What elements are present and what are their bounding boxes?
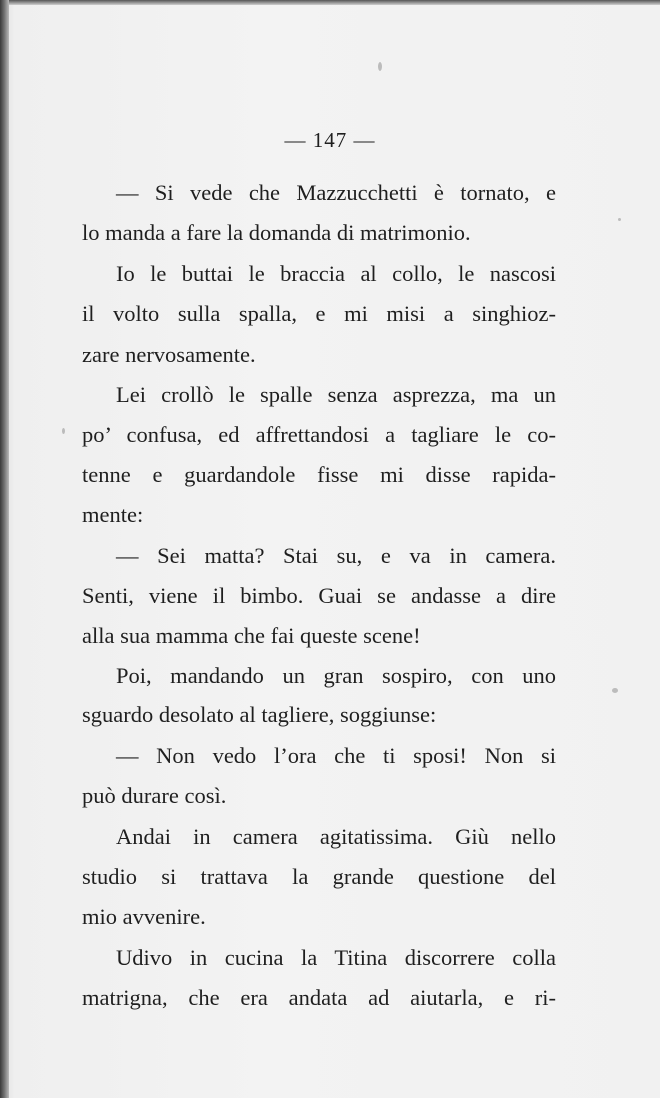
text-line: sguardo desolato al tagliere, soggiunse: (82, 702, 437, 727)
text-line: Lei crollò le spalle senza asprezza, ma un (116, 382, 556, 407)
paper-speck (62, 428, 65, 434)
paper-speck (612, 688, 618, 693)
text-line: lo manda a fare la domanda di matrimonio. (82, 220, 471, 245)
page-number: — 147 — (284, 128, 376, 152)
text-line: po’ confusa, ed affrettandosi a tagliare le co- (82, 422, 556, 447)
text-line: può durare così. (82, 783, 227, 808)
text-line: zare nervosamente. (82, 342, 256, 367)
paper-speck (618, 218, 621, 221)
text-line: Udivo in cucina la Titina discorrere colla (116, 945, 556, 970)
page-top-shadow (0, 0, 660, 5)
text-line: — Non vedo l’ora che ti sposi! Non si (116, 743, 556, 768)
text-line: — Si vede che Mazzucchetti è tornato, e (116, 180, 556, 205)
page-binding-edge (0, 0, 9, 1098)
text-line: mio avvenire. (82, 904, 206, 929)
text-line: studio si trattava la grande questione del (82, 864, 556, 889)
text-line: matrigna, che era andata ad aiutarla, e ri- (82, 985, 556, 1010)
text-line: tenne e guardandole fisse mi disse rapida- (82, 462, 556, 487)
text-line: Senti, viene il bimbo. Guai se andasse a dire (82, 583, 556, 608)
text-line: Poi, mandando un gran sospiro, con uno (116, 663, 556, 688)
text-line: il volto sulla spalla, e mi misi a singhioz- (82, 301, 556, 326)
paper-speck (378, 62, 382, 71)
text-line: alla sua mamma che fai queste scene! (82, 623, 421, 648)
text-line: Io le buttai le braccia al collo, le nascosi (116, 261, 556, 286)
text-line: mente: (82, 502, 144, 527)
text-line: — Sei matta? Stai su, e va in camera. (116, 543, 556, 568)
text-line: Andai in camera agitatissima. Giù nello (116, 824, 556, 849)
